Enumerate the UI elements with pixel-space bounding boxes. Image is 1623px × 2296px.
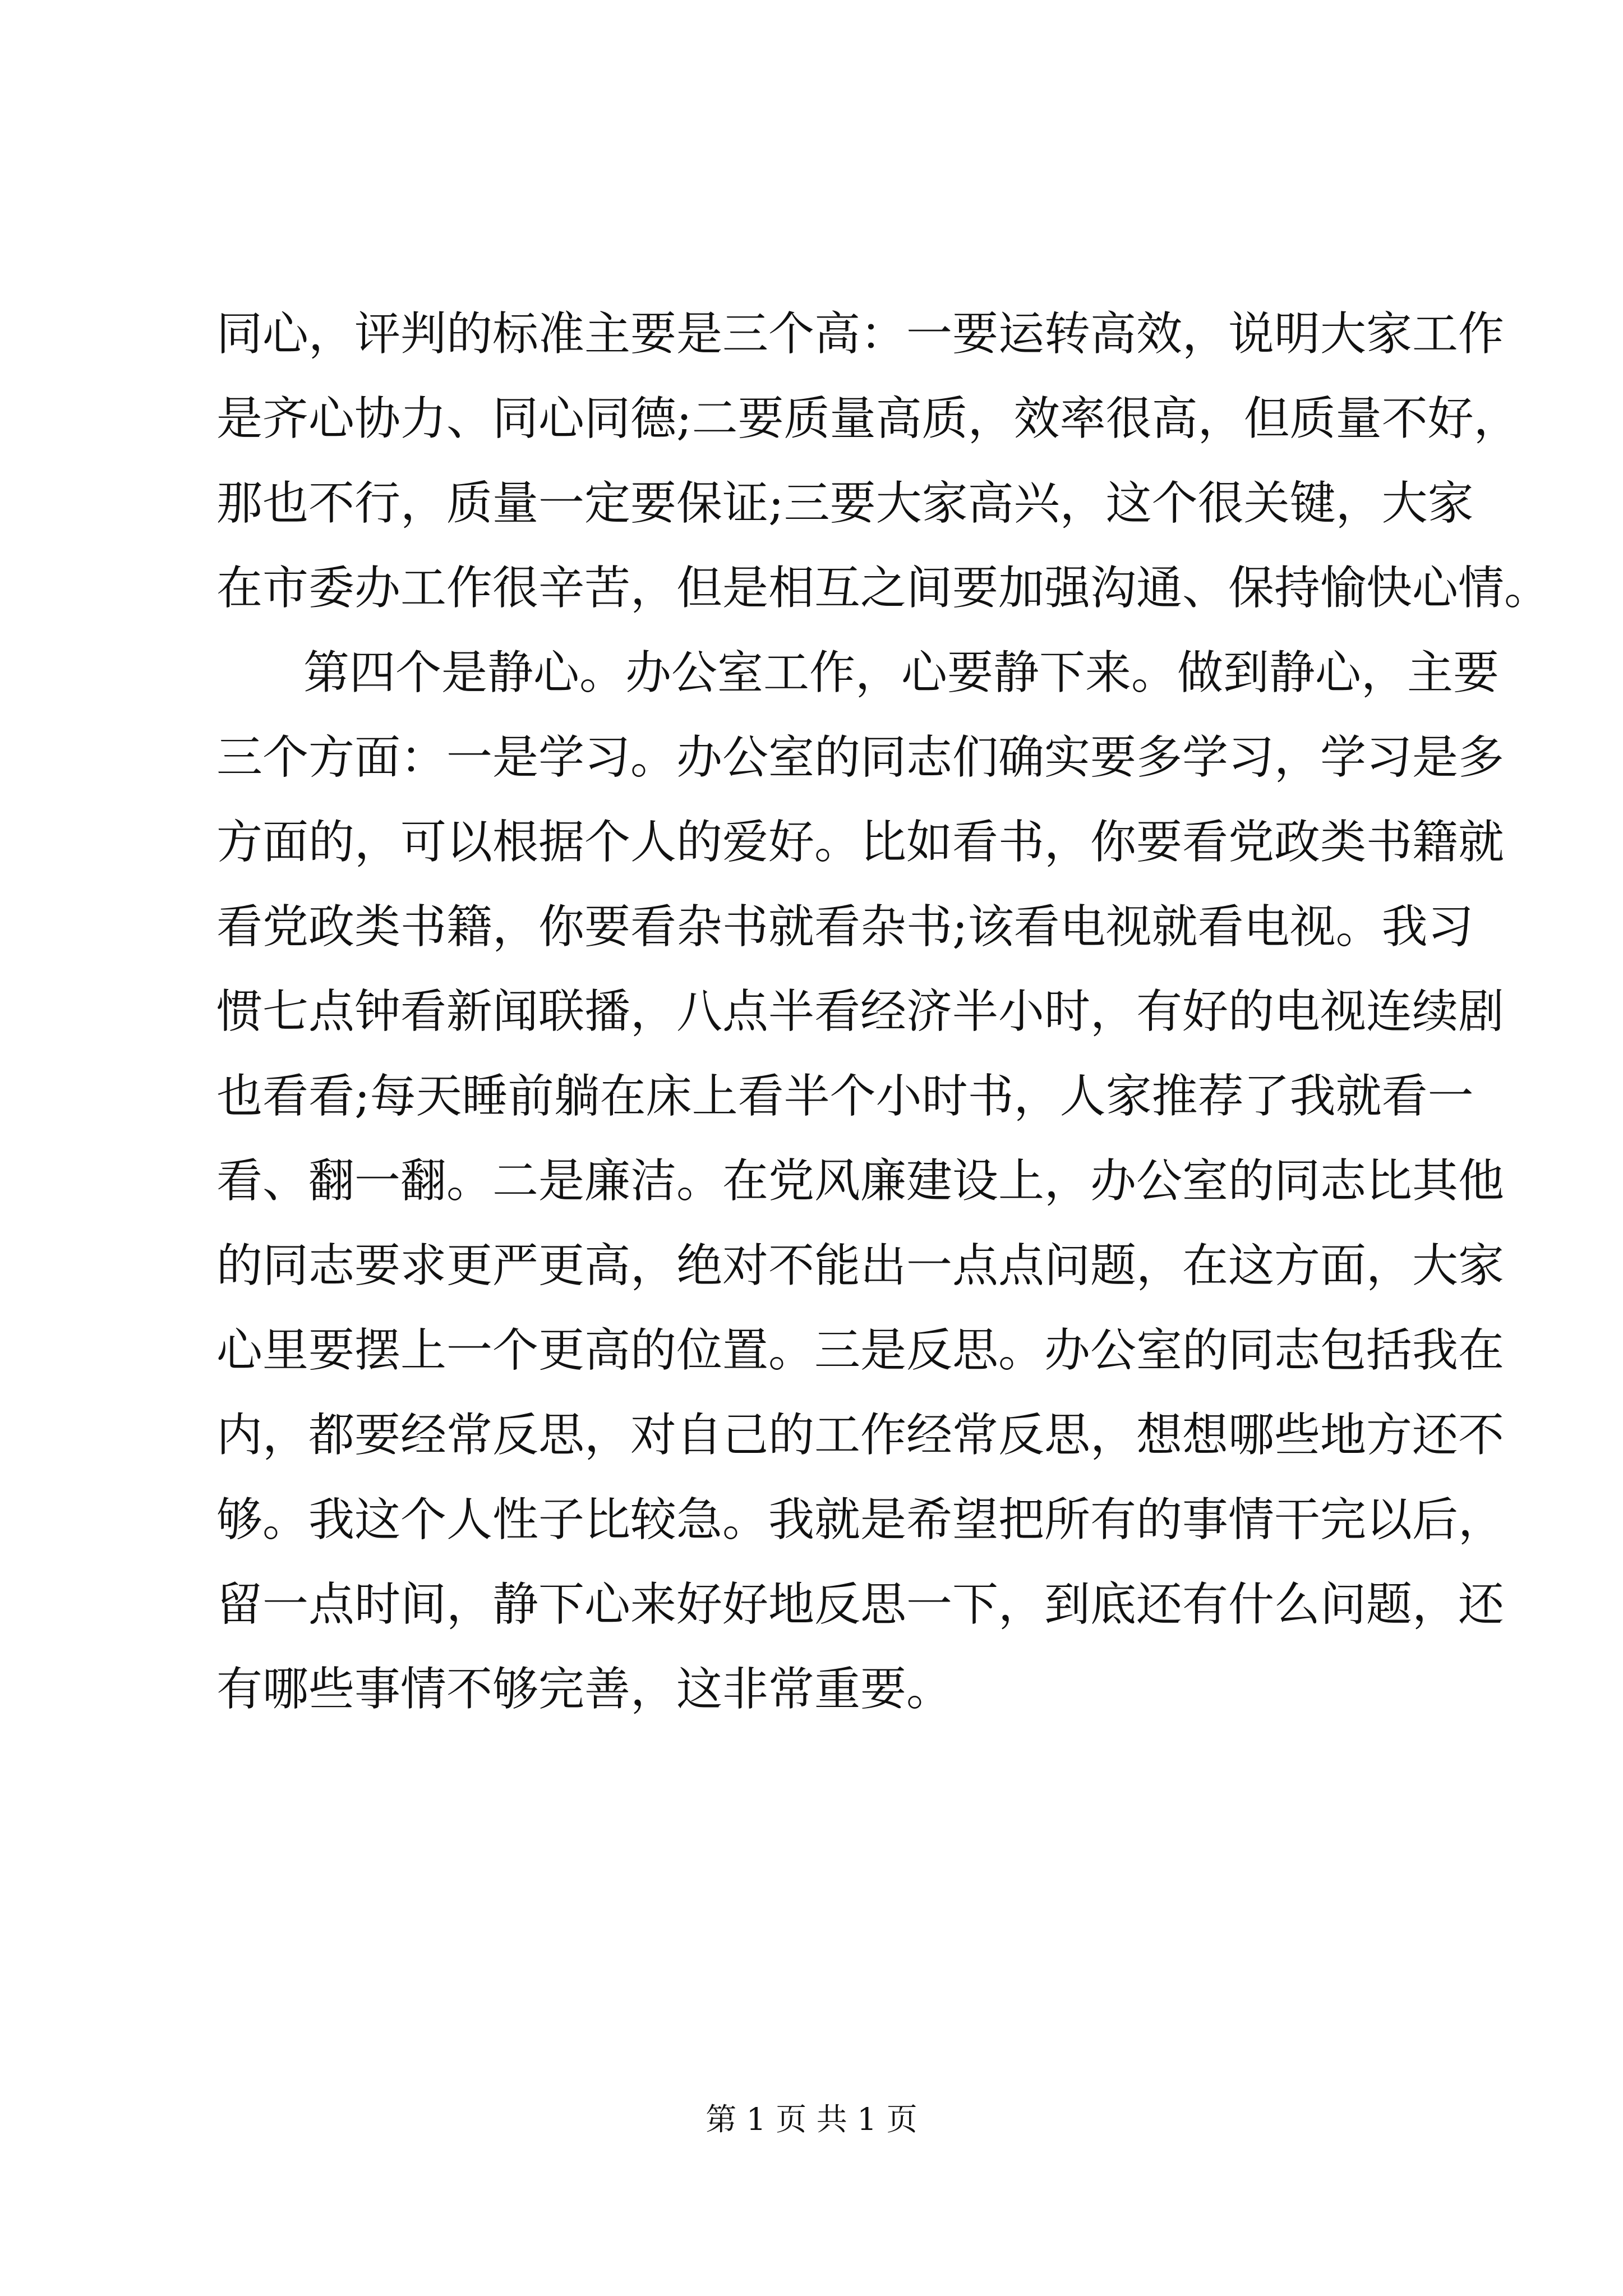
page-footer: 第 1 页 共 1 页 bbox=[706, 2101, 917, 2137]
text-line: 够。我这个人性子比较急。我就是希望把所有的事情干完以后， bbox=[216, 1493, 1505, 1547]
text-line: 是齐心协力、同心同德;二要质量高质，效率很高，但质量不好， bbox=[216, 392, 1520, 445]
paragraph-start-line: 第四个是静心。办公室工作，心要静下来。做到静心，主要 bbox=[303, 646, 1500, 700]
text-line: 三个方面：一是学习。办公室的同志们确实要多学习，学习是多 bbox=[216, 731, 1505, 784]
text-line: 方面的，可以根据个人的爱好。比如看书，你要看党政类书籍就 bbox=[216, 816, 1505, 869]
text-line: 有哪些事情不够完善，这非常重要。 bbox=[216, 1663, 953, 1716]
text-line: 心里要摆上一个更高的位置。三是反思。办公室的同志包括我在 bbox=[216, 1324, 1505, 1377]
text-line: 内，都要经常反思，对自己的工作经常反思，想想哪些地方还不 bbox=[216, 1409, 1505, 1462]
text-line: 在市委办工作很辛苦，但是相互之间要加强沟通、保持愉快心情。 bbox=[216, 562, 1551, 615]
text-line: 看党政类书籍，你要看杂书就看杂书;该看电视就看电视。我习 bbox=[216, 900, 1474, 954]
text-line: 留一点时间，静下心来好好地反思一下，到底还有什么问题，还 bbox=[216, 1578, 1505, 1631]
text-line: 同心，评判的标准主要是三个高：一要运转高效，说明大家工作 bbox=[216, 307, 1505, 361]
text-line: 看、翻一翻。二是廉洁。在党风廉建设上，办公室的同志比其他 bbox=[216, 1154, 1505, 1208]
text-line: 惯七点钟看新闻联播，八点半看经济半小时，有好的电视连续剧 bbox=[216, 985, 1505, 1038]
text-line: 那也不行，质量一定要保证;三要大家高兴，这个很关键，大家 bbox=[216, 477, 1474, 530]
body-text bbox=[216, 292, 1551, 1732]
text-line: 也看看;每天睡前躺在床上看半个小时书，人家推荐了我就看一 bbox=[216, 1070, 1474, 1123]
text-line: 的同志要求更严更高，绝对不能出一点点问题，在这方面，大家 bbox=[216, 1239, 1505, 1292]
